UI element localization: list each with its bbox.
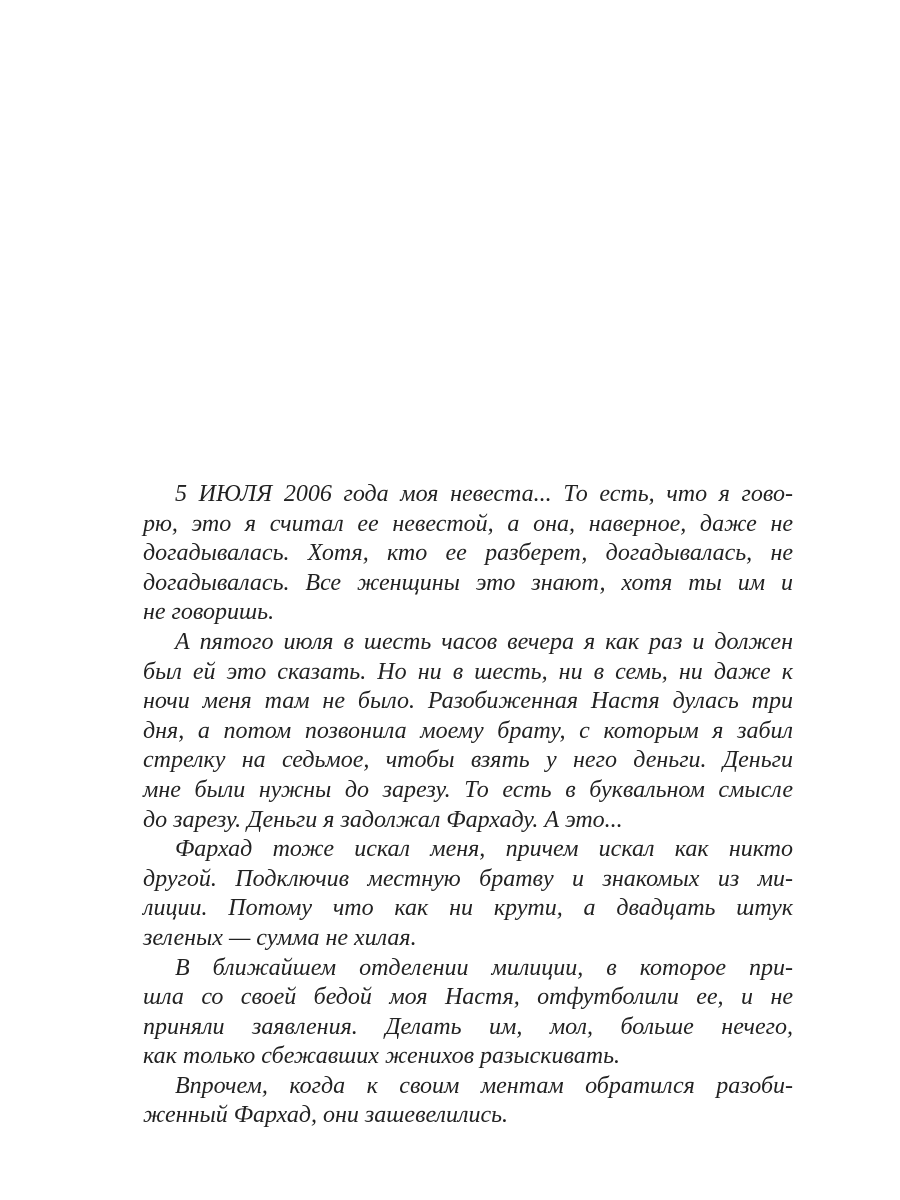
text-line: Впрочем, когда к своим ментам обратился разоби- [175, 1072, 793, 1099]
text-line: женный Фархад, они зашевелились. [143, 1102, 509, 1129]
paragraph [143, 628, 793, 835]
paragraph [143, 480, 793, 628]
text-line: В ближайшем отделении милиции, в которое при- [175, 954, 793, 981]
text-line: дня, а потом позвонила моему брату, с которым я забил [143, 717, 793, 744]
text-line: А пятого июля в шесть часов вечера я как раз и должен [175, 628, 793, 655]
text-line: мне были нужны до зарезу. То есть в буквальном смысле [143, 776, 793, 803]
text-line: не говоришь. [143, 599, 275, 626]
paragraph [143, 1072, 793, 1131]
text-line: догадывалась. Хотя, кто ее разберет, догадывалась, не [143, 540, 793, 567]
body-text [143, 480, 793, 1131]
text-line: другой. Подключив местную братву и знакомых из ми- [143, 865, 793, 892]
text-line: стрелку на седьмое, чтобы взять у него деньги. Деньги [143, 747, 793, 774]
text-line: лиции. Потому что как ни крути, а двадцать штук [143, 895, 793, 922]
text-line: 5 ИЮЛЯ 2006 года моя невеста... То есть, что я гово- [175, 481, 793, 507]
text-line: шла со своей бедой моя Настя, отфутболили ее, и не [143, 984, 793, 1011]
text-line: зеленых — сумма не хилая. [143, 924, 417, 951]
text-line: до зарезу. Деньги я задолжал Фархаду. А это... [143, 806, 623, 833]
paragraph [143, 954, 793, 1072]
text-line: приняли заявления. Делать им, мол, больше нечего, [143, 1013, 793, 1040]
text-line: был ей это сказать. Но ни в шесть, ни в семь, ни даже к [143, 658, 793, 685]
text-line: как только сбежавших женихов разыскивать. [143, 1043, 620, 1070]
text-line: ночи меня там не было. Разобиженная Настя дулась три [143, 688, 793, 715]
text-line: рю, это я считал ее невестой, а она, наверное, даже не [143, 510, 793, 537]
text-line: догадывалась. Все женщины это знают, хотя ты им и [143, 569, 793, 596]
text-line: Фархад тоже искал меня, причем искал как никто [175, 836, 793, 863]
paragraph [143, 835, 793, 953]
